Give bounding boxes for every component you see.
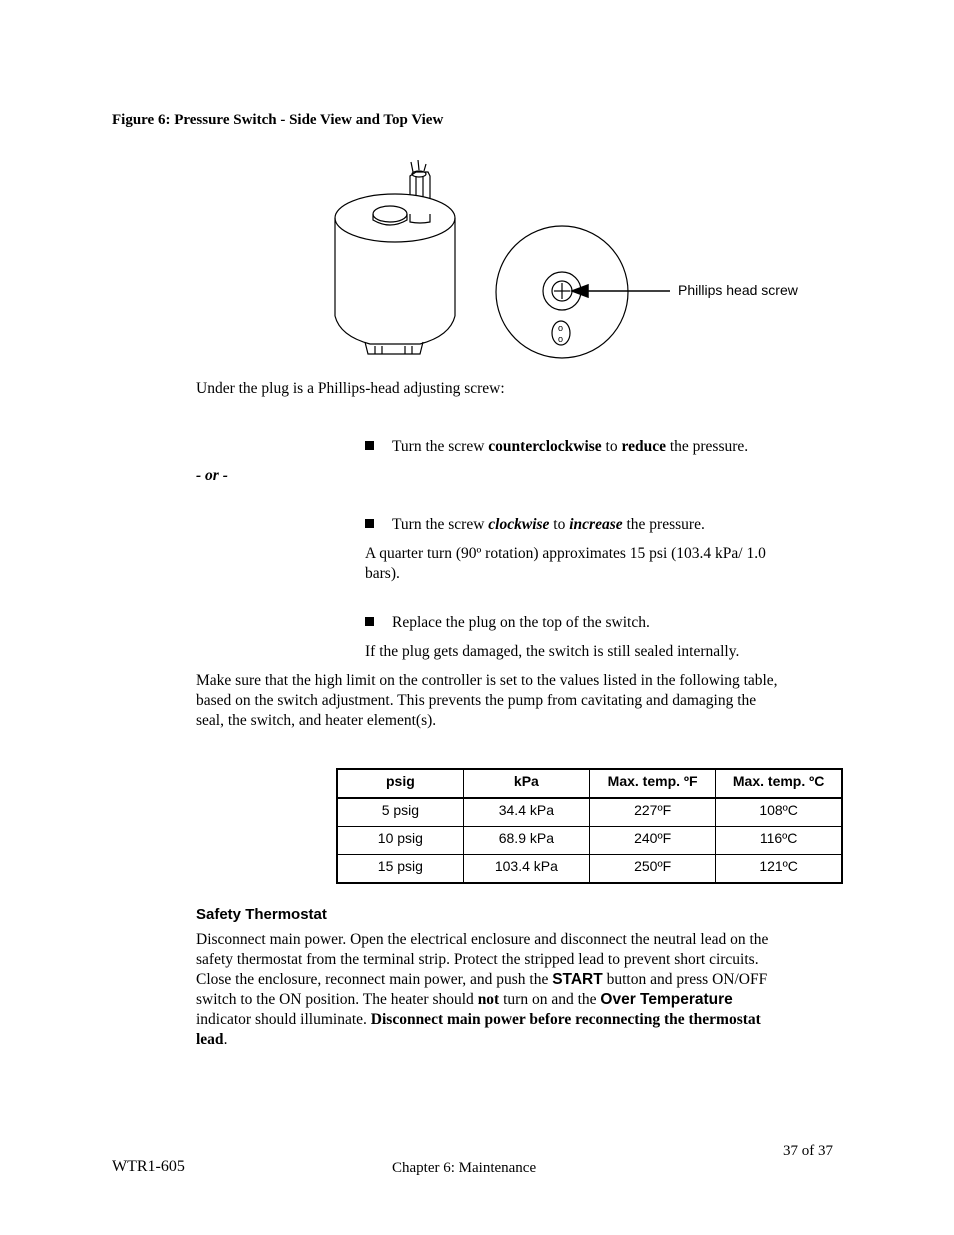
svg-text:o: o xyxy=(558,334,564,344)
table-cell: 121ºC xyxy=(716,855,842,884)
high-limit-paragraph: Make sure that the high limit on the controller is set to the values listed in the following table, based on the switch adjustment. This prevents the pump from cavitating and damaging the seal, the switch, and heater element(s). xyxy=(196,672,778,729)
document-id: WTR1-605 xyxy=(112,1158,185,1175)
table-cell: 68.9 kPa xyxy=(463,827,589,855)
page-number: 37 of 37 xyxy=(783,1143,833,1159)
section-heading-safety-thermostat: Safety Thermostat xyxy=(196,906,327,923)
table-cell: 227ºF xyxy=(590,798,716,827)
table-cell: 34.4 kPa xyxy=(463,798,589,827)
chapter-footer: Chapter 6: Maintenance xyxy=(392,1160,537,1176)
table-cell: 15 psig xyxy=(337,855,463,884)
svg-text:o: o xyxy=(558,323,564,333)
table-cell: 240ºF xyxy=(590,827,716,855)
table-cell: 10 psig xyxy=(337,827,463,855)
table-row xyxy=(337,855,842,884)
callout-arrow xyxy=(572,285,670,297)
table-header: kPa xyxy=(463,769,589,798)
bullet-square xyxy=(365,519,374,528)
table-header: Max. temp. ºF xyxy=(590,769,716,798)
table-cell: 5 psig xyxy=(337,798,463,827)
bullet-square xyxy=(365,441,374,450)
quarter-turn-note: A quarter turn (90º rotation) approximates 15 psi (103.4 kPa/ 1.0 bars). xyxy=(365,545,766,582)
table-header: Max. temp. ºC xyxy=(716,769,842,798)
table-cell: 103.4 kPa xyxy=(463,855,589,884)
pressure-switch-figure xyxy=(320,156,840,366)
bullet-square xyxy=(365,617,374,626)
pressure-temperature-table xyxy=(336,768,843,884)
side-view xyxy=(335,160,455,354)
bullet-counterclockwise: Turn the screw counterclockwise to reduce the pressure. xyxy=(365,437,845,457)
table-cell: 250ºF xyxy=(590,855,716,884)
table-row xyxy=(337,798,842,827)
figure-title: Figure 6: Pressure Switch - Side View and Top View xyxy=(112,112,444,128)
top-view xyxy=(496,226,628,358)
table-row xyxy=(337,827,842,855)
table-cell: 108ºC xyxy=(716,798,842,827)
table-header-row xyxy=(337,769,842,798)
table-header: psig xyxy=(337,769,463,798)
plug-note: If the plug gets damaged, the switch is still sealed internally. xyxy=(365,643,740,660)
safety-paragraph: Disconnect main power. Open the electrical enclosure and disconnect the neutral lead on the safety thermostat from the terminal strip. Protect the stripped lead to prevent short circuits. Close the enclosure, reconnect main power, and push the START button and press ON/OFF switch to the ON position. The heater should not turn on and the Over Temperature indicator should illuminate. Disconnect main power before reconnecting the thermostat lead. xyxy=(196,931,769,1048)
intro-text: Under the plug is a Phillips-head adjusting screw: xyxy=(196,380,505,397)
table-cell: 116ºC xyxy=(716,827,842,855)
bullet-replace-plug: Replace the plug on the top of the switch. xyxy=(365,613,845,633)
callout-label: Phillips head screw xyxy=(678,282,798,298)
bullet-clockwise: Turn the screw clockwise to increase the pressure. xyxy=(365,515,845,535)
or-separator: - or - xyxy=(196,467,228,484)
